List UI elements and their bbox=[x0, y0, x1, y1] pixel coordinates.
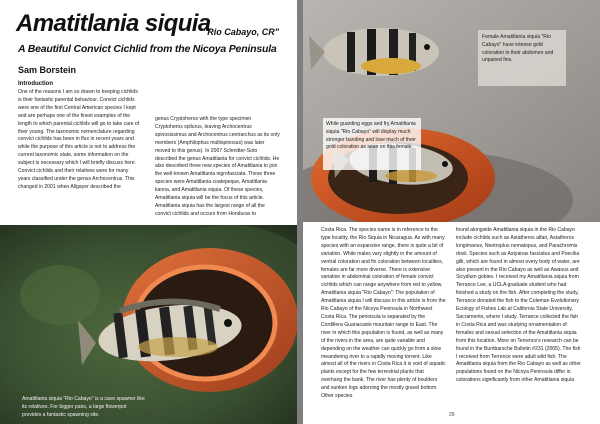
body-column-2: found alongside Amatitlania siquia in the Rio Cabayo include cichlids such as Astatheros alfari, Astatheros longimanus, Neetroplus nematopus, and Parachromis dovii. Species such as Astyanax fasciatus and Poecilia gilli, which are found in almost every body of water, are also present in the Rio Cabayo as well as Awaous and Sicydium gobies. I received my Amatitlania siquia from Terrance Lee, a UCLA graduate student who had finished a study on the fish. After completing the study, Terrance donated the fish to the Coleman Evolutionary Ecology of Fishes Lab at California State University, Sacramento, where I study. Terrance collected the fish in Costa Rica and was studying ornamentation of females and sexual selection of the Amatitlania siquia from this location. More on Terrence's research can be found in the Buntbarsche Bulletin #231 (2005). The fish I received from Terrence were adult wild fish. The Amatitlania siquia from the Rio Cabayo as well as other populations found on the Nicoya Peninsula differ in colorations significantly from other Amatitlania siquia bbox=[456, 227, 581, 384]
page-number: 29 bbox=[449, 412, 455, 418]
right-page bbox=[303, 0, 600, 424]
body-column-1: Costa Rica. The species name is in reference to the type locality, the Rio Siquia in Nicaragua. As with many species with an expansive range, there is quite a bit of variation. While males vary slightly in the amount of ventral coloration and fin coloration between localities, females are far more diverse. There is extensive variation in abdominal coloration of female convict cichlids which can range anywhere from red to yellow. Amatitlania siquia "Rio Cabayo": The population of Amatitlania siquia I will discuss in this article is from the Rio Cabayo of the Nicoya Peninsula in Northwest Costa Rica. The peninsula is separated by the Cordillera Guanacaste mountain range to East. The river in which this population is found, as well as many of the rivers in the area, are quite variable and depending on the weather can quickly go from a slow meandering river to a rapidly moving torrent. Like almost all of the rivers in Costa Rica it is void of aquatic plants except for the few terrestrial plants that overhang the bank. The river has plenty of boulders and sunken logs adorning the mostly gravel bottom. Other species bbox=[321, 227, 446, 400]
left-page bbox=[0, 0, 297, 424]
body-column-1: One of the reasons I am so drawn to keeping cichlids is their fantastic parental behaviour. Convict cichlids were one of the first Central American species I kept and are perhaps one of the finest examples of the length to which parental cichlids will go to take care of their young. The taxonomic nomenclature regarding convict cichlids has been in flux in recent years and while the purpose of this article is not to address the current taxonomic state, some information on the subject is necessary which I will briefly discuss here. Convict cichlids and their relatives were for many years classified under the genus Archocentrus. This changed in 2001 when Allgayer described the bbox=[18, 89, 140, 190]
article-title-locality: "Rio Cabayo, CR" bbox=[203, 27, 280, 37]
female-photo-caption: Female Amatitlania siquia "Rio Cabayo" have intense gold coloration in their abdomen and unpaired fins. bbox=[482, 34, 554, 64]
body-column-2: genus Cryptoheros with the type specimen Cryptoheros spilurus, leaving Archocentrus spinosissimus and Archocentrus centrarchus as its only members (Amphilophus multispinosus) was later moved to this genus). In 2007 Schmitter-Soto described the genus Amatitlania for convict cichlids. He also described three new species of Amatitlania to join the well-known Amatitlania nigrofasciata. These three species were Amatitlania coatepeque, Amatitlania kanna, and Amatitlania siquia. Of these species, Amatitlania siquia will be the focus of this article. Amatitlania siquia has the largest range of all the convict cichlids and occurs from Honduras to bbox=[155, 116, 280, 217]
fish-in-flowerpot-photo bbox=[0, 225, 297, 424]
article-subtitle: A Beautiful Convict Cichlid from the Nicoya Peninsula bbox=[18, 43, 277, 55]
author-name: Sam Borstein bbox=[18, 65, 77, 75]
page-number: 28 bbox=[146, 412, 152, 418]
photo-caption: Amatitlania siquia "Rio Cabayo" is a cave spawner like its relatives. For bigger pairs, a large flowerpot provides a fantastic spawning site. bbox=[22, 396, 145, 418]
guarding-photo-caption: While guarding eggs and fry Amatitlania siquia "Rio Cabayo" will display much stronger banding and lose much of their gold coloration as seen on this female. bbox=[326, 121, 416, 151]
article-title: Amatitlania siquia bbox=[16, 10, 211, 37]
section-heading: Introduction bbox=[18, 81, 53, 87]
